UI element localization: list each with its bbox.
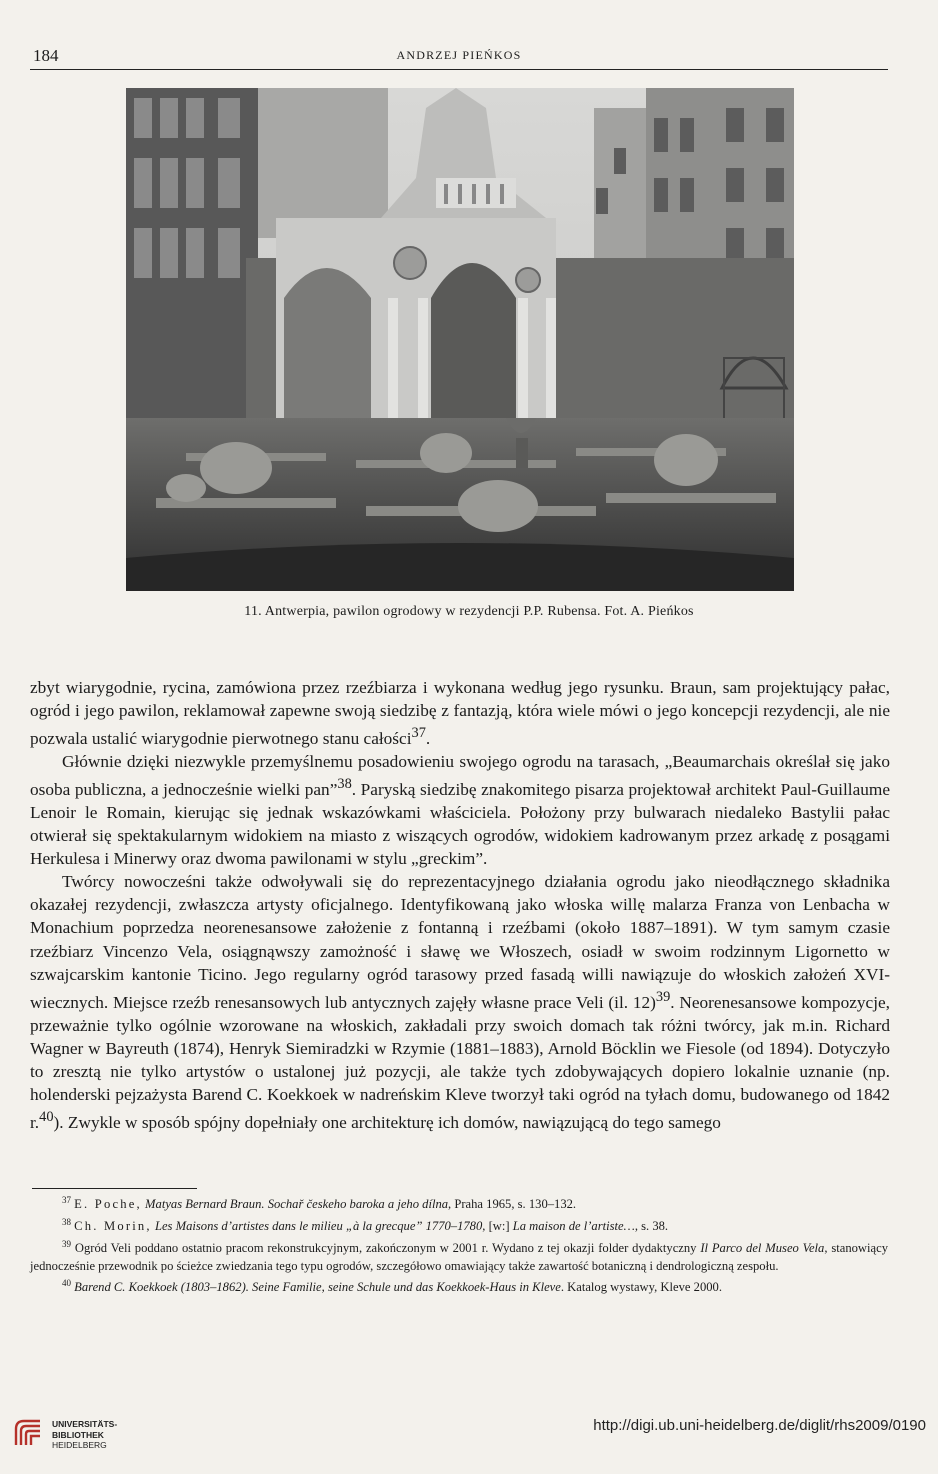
source-url[interactable]: http://digi.ub.uni-heidelberg.de/diglit/rhs2009/0190 [593,1417,926,1434]
figure-photo [126,88,794,591]
paragraph: Twórcy nowocześni także odwoływali się do reprezentacyjnego działania ogrodu jako nieodłącznego składnika okazałej rezydencji, zwłaszcza artysty oficjalnego. Identyfikowaną jako włoska willę malarza Franza von Lenbacha w Monachium poprzedza neorenesansowe założenie z fontanną i rzeźbami (około 1887–1891). W tym samym czasie rzeźbiarz Vincenzo Vela, osiągnąwszy zamożność i sławę we Włoszech, osiadł w swoim rodzinnym Ligornetto w szwajcarskim kantonie Ticino. Jego regularny ogród tarasowy przed fasadą willi nawiązuje do włoskich założeń XVI-wiecznych. Miejsce rzeźb renesansowych lub antycznych zajęły własne prace Veli (il. 12)$^{39}$. Neorenesansowe kompozycje, przeważnie tylko ogólnie wzorowane na włoskich, zakładali przy swoich domach tak różni twórcy, jak m.in. Richard Wagner w Bayreuth (1874), Henryk Siemiradzki w Rzymie (1881–1883), Arnold Böcklin we Fiesole (od 1894). Dotyczyło to zresztą nie tylko artystów o ustalonej już pozycji, ale także tych zdobywających dopiero lokalnie uznanie (np. holenderski pejzażysta Barend C. Koekkoek w nadreńskim Kleve tworzył taki ogród na tyłach domu, budowanego od 1842 r.$^{40}$). Zwykle w sposób spójny dopełniały one architekturę ich domów, nawiązującą do tego samego [30,872,890,1132]
footnote-37: $^{37}$ E. Poche, Matyas Bernard Braun. Sochař českeho baroka a jeho dílna, Praha 1965, s. 130–132. [62,1195,577,1212]
heidelberg-library-logo-icon [10,1415,46,1451]
running-head-author: ANDRZEJ PIEŃKOS [396,48,522,62]
garden-pavilion-photo [126,88,794,591]
footnote-rule [32,1188,197,1189]
header-rule [30,69,888,70]
footnote-40: $^{40}$ Barend C. Koekkoek (1803–1862). Seine Familie, seine Schule und das Koekkoek-Haus in Kleve. Katalog wystawy, Kleve 2000. [62,1278,722,1295]
page-number: 184 [33,46,59,65]
footnotes [30,1192,888,1297]
footnote-ref[interactable]: 38 [337,776,352,793]
footnote-ref[interactable]: 39 [655,988,671,1005]
figure-caption: 11. Antwerpia, pawilon ogrodowy w rezydencji P.P. Rubensa. Fot. A. Pieńkos [244,604,694,619]
paragraph: zbyt wiarygodnie, rycina, zamówiona przez rzeźbiarza i wykonana według jego rysunku. Braun, sam projektujący pałac, ogród i jego pawilon, reklamował zapewne swoją siedzibę z fantazją, która wiele mówi o jego koncepcji rezydencji, ale nie pozwala ustalić wiarygodnie pierwotnego stanu całości$^{37}$. [30,678,890,748]
digitization-footer [0,1405,938,1457]
footnote-38: $^{38}$ Ch. Morin, Les Maisons d’artistes dans le milieu „à la grecque” 1770–1780, [w:] La maison de l’artiste…, s. 38. [62,1216,669,1234]
library-name: UNIVERSITÄTS- BIBLIOTHEK HEIDELBERG [52,1419,118,1450]
body-text [30,676,890,1134]
footnote-ref[interactable]: 37 [411,725,426,742]
running-head [30,44,888,66]
footnote-39: $^{39}$ Ogród Veli poddano ostatnio pracom rekonstrukcyjnym, zakończonym w 2001 r. Wydano z tej okazji folder dydaktyczny Il Parco del Museo Vela, stanowiący jednocześnie przewodnik po ścieżce zwiedzania tego typu ogrodów, szczegółowo omawiający także zawartość botaniczną i dendrologiczną zespołu. [30,1238,889,1273]
footnote-ref[interactable]: 40 [39,1108,54,1125]
paragraph: Głównie dzięki niezwykle przemyślnemu posadowieniu swojego ogrodu na tarasach, „Beaumarchais określał się jako osoba publiczna, a jednocześnie wielki pan”$^{38}$. Paryską siedzibę znakomitego pisarza projektował architekt Paul-Guillaume Lenoir le Romain, kierując się jednak wskazówkami właściciela. Położony przy bulwarach niedaleko Bastylii pałac otwierał się spektakularnym widokiem na miasto z wiszących ogrodów, widokiem kadrowanym przez arkadę z posągami Herkulesa i Minerwy oraz dwoma pawilonami w stylu „greckim”. [30,752,890,869]
